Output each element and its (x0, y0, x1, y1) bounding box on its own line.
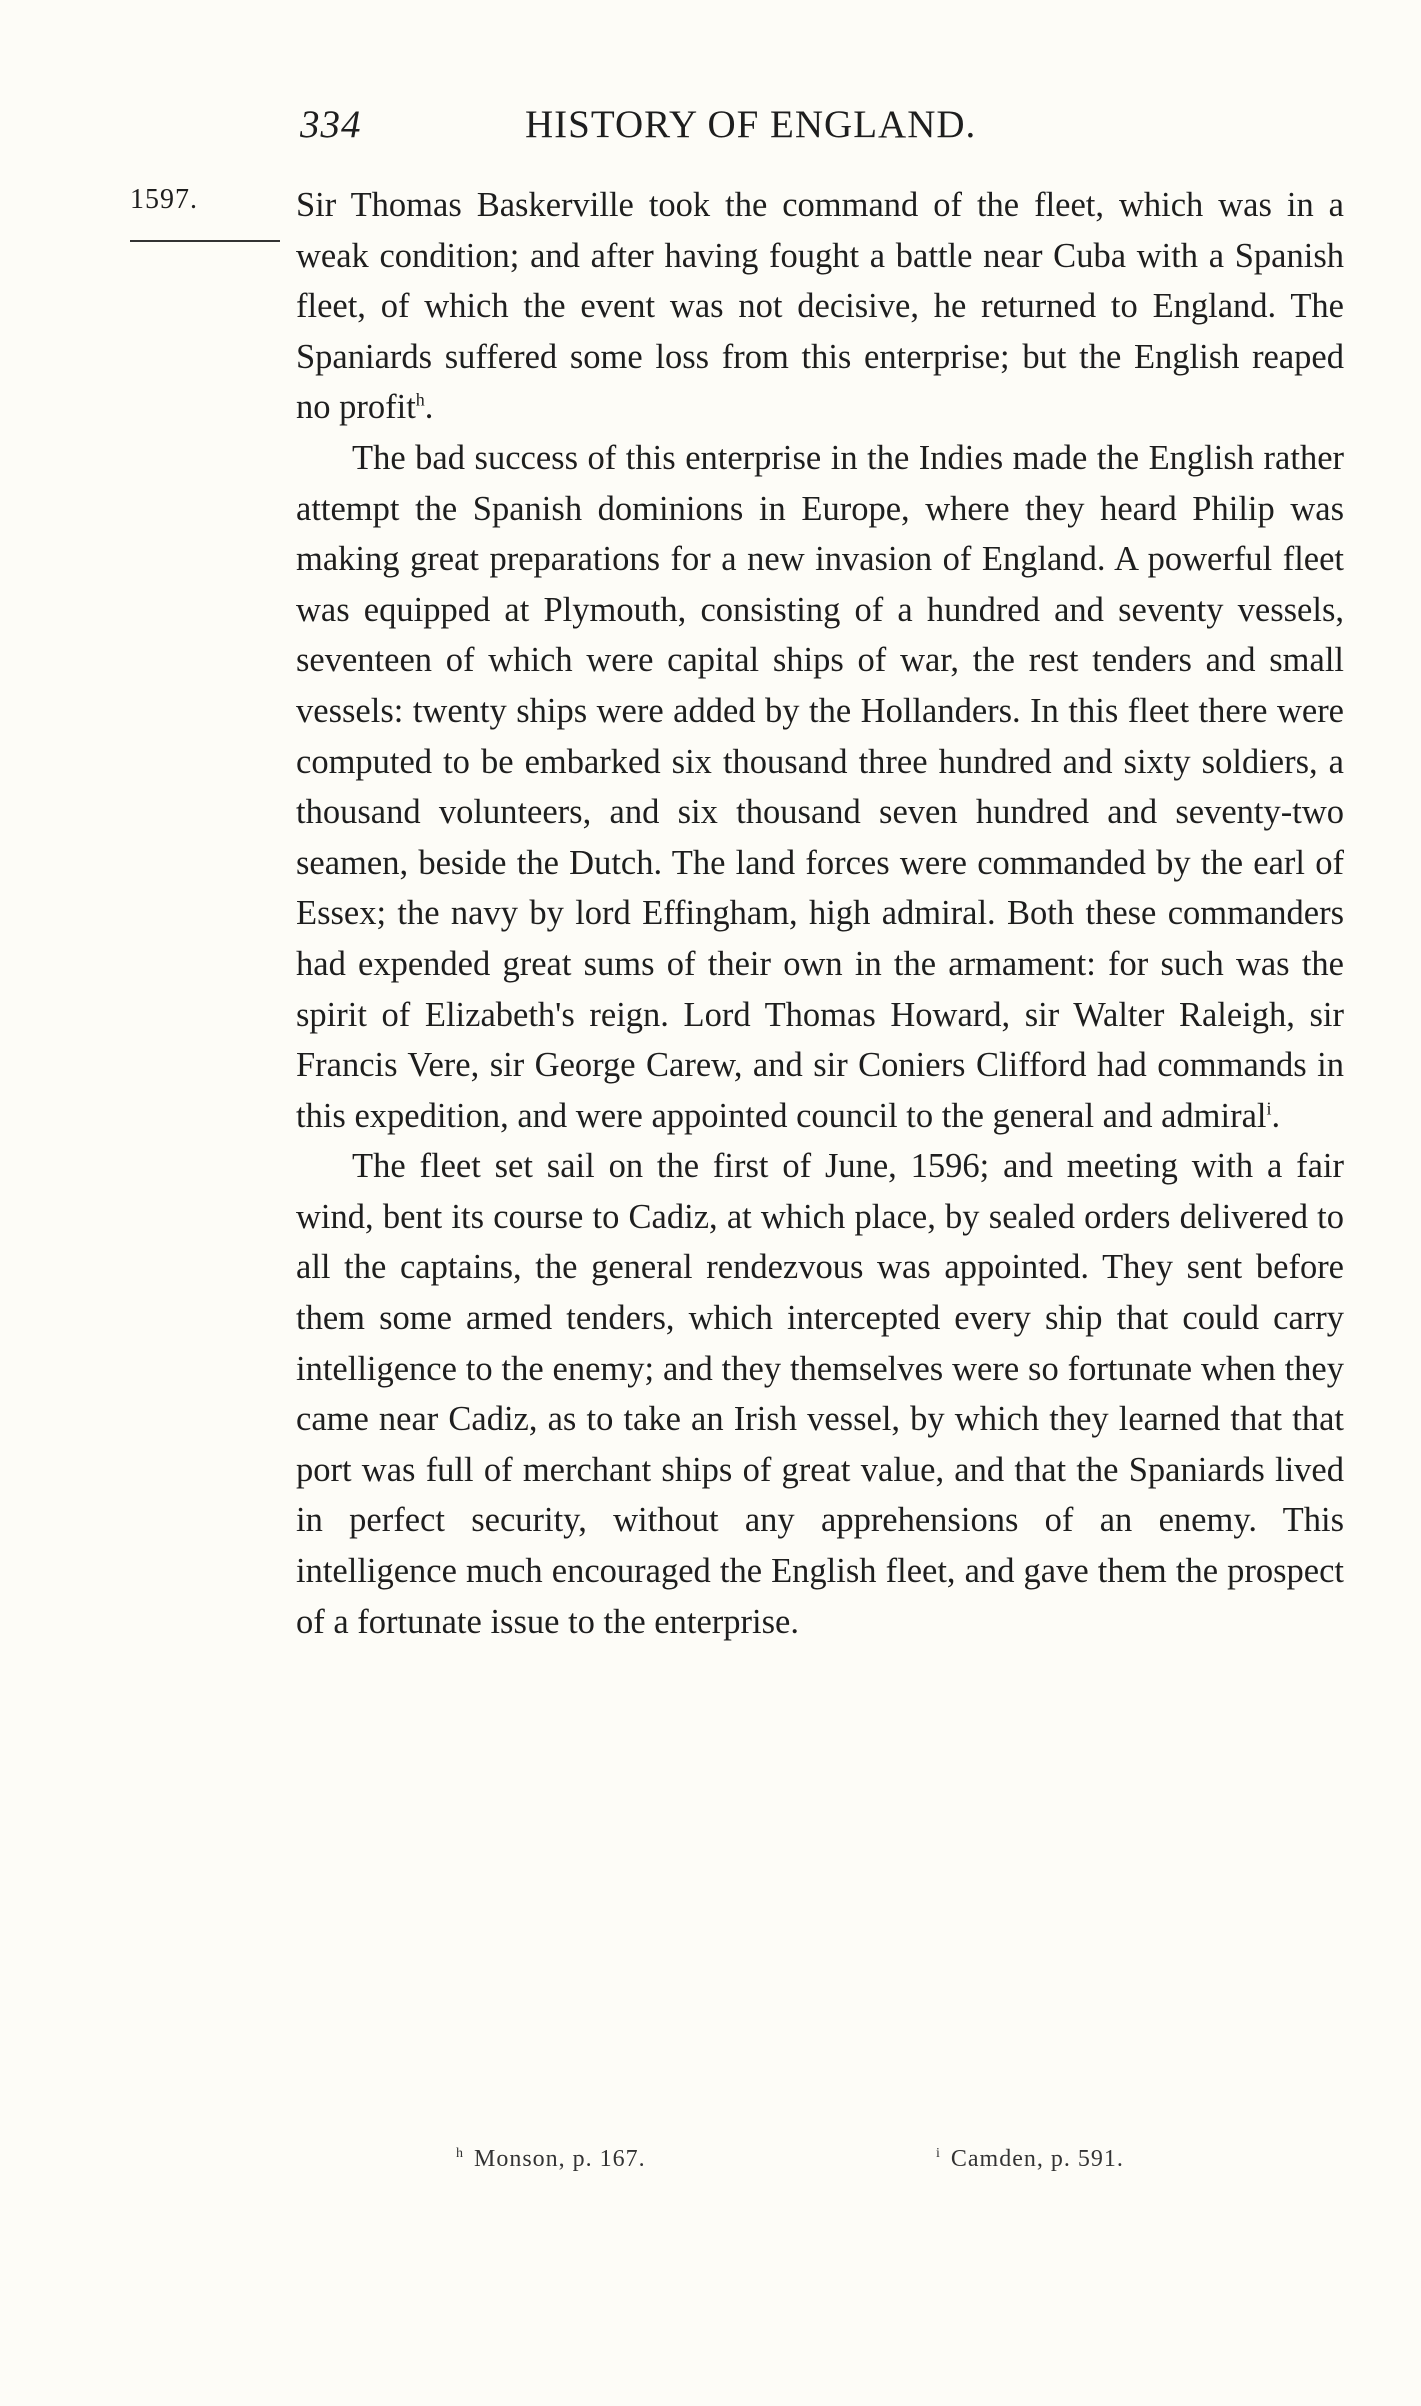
page-number: 334 (300, 103, 362, 146)
footnote: $^h$ Monson, p. 167. (456, 2146, 646, 2172)
footnote: $^i$ Camden, p. 591. (936, 2146, 1124, 2172)
margin-year: 1597. (130, 184, 198, 215)
paragraph: The fleet set sail on the first of June, 1596; and meeting with a fair wind, bent its course to Cadiz, at which place, by sealed orders delivered to all the captains, the general rendezvous was appointed. They sent before them some armed tenders, which intercepted every ship that could carry intelligence to the enemy; and they themselves were so fortunate when they came near Cadiz, as to take an Irish vessel, by which they learned that that port was full of merchant ships of great value, and that the Spaniards lived in perfect security, without any apprehensions of an enemy. This intelligence much encouraged the English fleet, and gave them the prospect of a fortunate issue to the enterprise. (296, 1147, 1344, 1641)
footnotes (456, 2146, 1256, 2186)
body-text (296, 180, 1344, 1647)
page-header (300, 102, 1100, 162)
paragraph: The bad success of this enterprise in the Indies made the English rather attempt the Spanish dominions in Europe, where they heard Philip was making great preparations for a new invasion of England. A powerful fleet was equipped at Plymouth, consisting of a hundred and seventy vessels, seventeen of which were capital ships of war, the rest tenders and small vessels: twenty ships were added by the Hollanders. In this fleet there were computed to be embarked six thousand three hundred and sixty soldiers, a thousand volunteers, and six thousand seven hundred and seventy-two seamen, beside the Dutch. The land forces were commanded by the earl of Essex; the navy by lord Effingham, high admiral. Both these commanders had expended great sums of their own in the armament: for such was the spirit of Elizabeth's reign. Lord Thomas Howard, sir Walter Raleigh, sir Francis Vere, sir George Carew, and sir Coniers Clifford had commands in this expedition, and were appointed council to the general and admiral$^i$. (296, 438, 1344, 1135)
running-head: HISTORY OF ENGLAND. (525, 103, 977, 146)
margin-rule (130, 240, 280, 242)
paragraph: Sir Thomas Baskerville took the command of the fleet, which was in a weak condition; and after having fought a battle near Cuba with a Spanish fleet, of which the event was not decisive, he returned to England. The Spaniards suffered some loss from this enterprise; but the English reaped no profit$^h$. (296, 186, 1344, 427)
footnote-ref: i (1266, 1098, 1272, 1119)
footnote-ref: h (415, 389, 425, 410)
